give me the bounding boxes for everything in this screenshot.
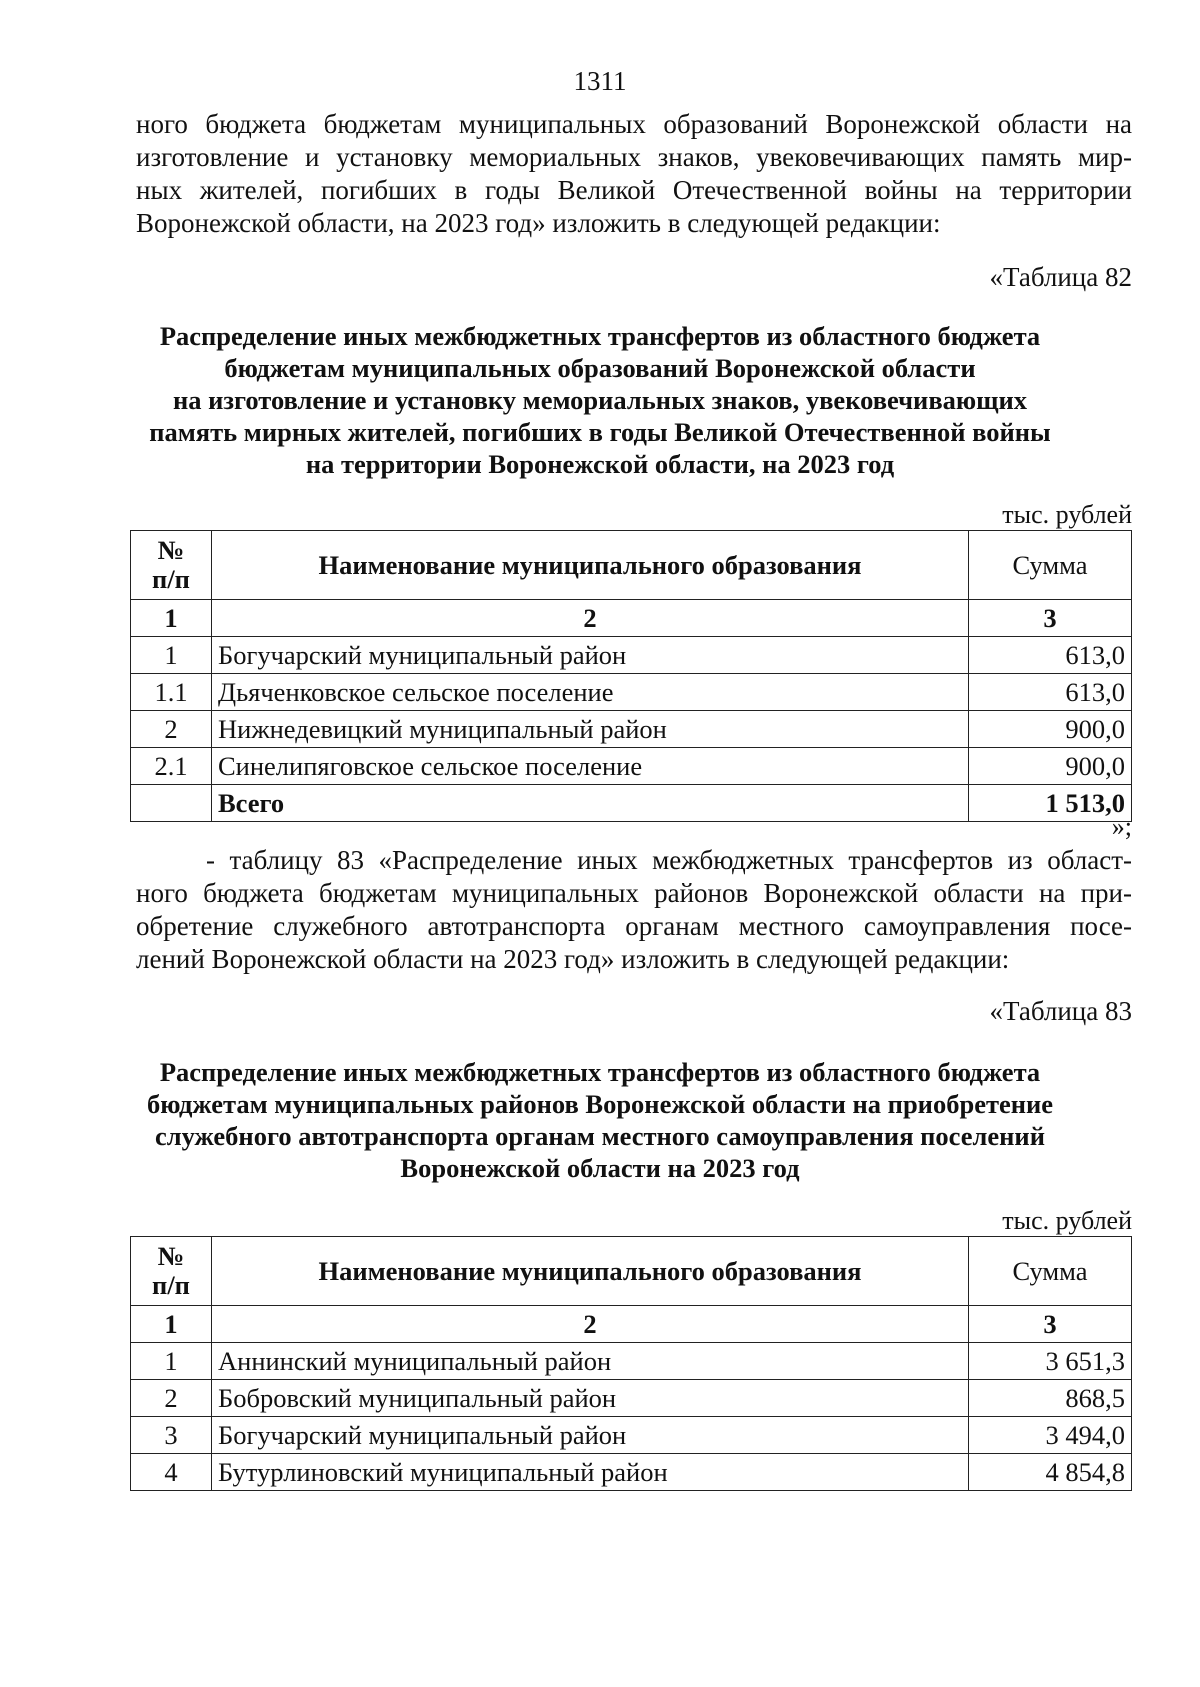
column-number-row (131, 600, 1132, 637)
table-row (131, 1380, 1132, 1417)
title-line: Распределение иных межбюджетных трансфертов из областного бюджета (159, 1057, 1041, 1087)
table82 (130, 530, 1132, 822)
row-num: 1 (131, 637, 212, 674)
header-sum: Сумма (969, 531, 1132, 600)
row-sum: 613,0 (969, 674, 1132, 711)
intro-line: Воронежской области, на 2023 год» изложить в следующей редакции: (136, 208, 941, 238)
row-sum: 868,5 (969, 1380, 1132, 1417)
row-name: Бутурлиновский муниципальный район (212, 1454, 969, 1491)
table-row (131, 1343, 1132, 1380)
middle-line: обретение служебного автотранспорта органам местного самоуправления посе- (136, 911, 1132, 941)
table82-label: «Таблица 82 (989, 262, 1132, 292)
total-sum: 1 513,0 (969, 785, 1132, 822)
row-name: Богучарский муниципальный район (212, 637, 969, 674)
header-number: № п/п (131, 531, 212, 600)
table-header-row (131, 1237, 1132, 1306)
table-header-row (131, 531, 1132, 600)
header-name: Наименование муниципального образования (212, 1237, 969, 1306)
row-sum: 613,0 (969, 637, 1132, 674)
row-sum: 3 494,0 (969, 1417, 1132, 1454)
total-label: Всего (212, 785, 969, 822)
table-row (131, 674, 1132, 711)
table83-units: тыс. рублей (1002, 1206, 1132, 1235)
row-sum: 4 854,8 (969, 1454, 1132, 1491)
table82-title (100, 320, 1100, 480)
title-line: бюджетам муниципальных районов Воронежской области на приобретение (146, 1089, 1054, 1119)
table-row (131, 1417, 1132, 1454)
row-num: 2 (131, 1380, 212, 1417)
intro-line: ных жителей, погибших в годы Великой Отечественной войны на территории (136, 175, 1132, 205)
col-number: 2 (212, 1306, 969, 1343)
intro-line: ного бюджета бюджетам муниципальных образований Воронежской области на (136, 109, 1132, 139)
table-row (131, 1454, 1132, 1491)
table-row (131, 637, 1132, 674)
row-num: 4 (131, 1454, 212, 1491)
intro-line: изготовление и установку мемориальных знаков, увековечивающих память мир- (136, 142, 1132, 172)
title-line: на территории Воронежской области, на 2023 год (305, 449, 895, 479)
row-sum: 900,0 (969, 711, 1132, 748)
table-row (131, 711, 1132, 748)
row-name: Аннинский муниципальный район (212, 1343, 969, 1380)
title-line: Распределение иных межбюджетных трансфертов из областного бюджета (159, 321, 1041, 351)
middle-line: - таблицу 83 «Распределение иных межбюджетных трансфертов из област- (206, 845, 1132, 875)
title-line: на изготовление и установку мемориальных знаков, увековечивающих (172, 385, 1028, 415)
table82-units: тыс. рублей (1002, 500, 1132, 529)
row-name: Дьяченковское сельское поселение (212, 674, 969, 711)
row-num: 3 (131, 1417, 212, 1454)
middle-line: ного бюджета бюджетам муниципальных районов Воронежской области на при- (136, 878, 1132, 908)
header-name: Наименование муниципального образования (212, 531, 969, 600)
row-sum: 3 651,3 (969, 1343, 1132, 1380)
middle-line: лений Воронежской области на 2023 год» изложить в следующей редакции: (136, 944, 1010, 974)
col-number: 3 (969, 1306, 1132, 1343)
header-sum: Сумма (969, 1237, 1132, 1306)
title-line: память мирных жителей, погибших в годы Великой Отечественной войны (149, 417, 1051, 447)
table-row (131, 748, 1132, 785)
row-name: Богучарский муниципальный район (212, 1417, 969, 1454)
intro-paragraph (136, 108, 1132, 240)
row-name: Синелипяговское сельское поселение (212, 748, 969, 785)
row-num: 2 (131, 711, 212, 748)
header-number: № п/п (131, 1237, 212, 1306)
page-number: 1311 (573, 66, 627, 96)
middle-paragraph (136, 844, 1132, 976)
col-number: 2 (212, 600, 969, 637)
total-num (131, 785, 212, 822)
table83 (130, 1236, 1132, 1491)
row-name: Нижнедевицкий муниципальный район (212, 711, 969, 748)
col-number: 1 (131, 1306, 212, 1343)
col-number: 3 (969, 600, 1132, 637)
col-number: 1 (131, 600, 212, 637)
column-number-row (131, 1306, 1132, 1343)
row-sum: 900,0 (969, 748, 1132, 785)
title-line: бюджетам муниципальных образований Воронежской области (224, 353, 976, 383)
row-num: 1 (131, 1343, 212, 1380)
row-name: Бобровский муниципальный район (212, 1380, 969, 1417)
title-line: служебного автотранспорта органам местного самоуправления поселений (155, 1121, 1045, 1151)
title-line: Воронежской области на 2023 год (400, 1153, 800, 1183)
row-num: 1.1 (131, 674, 212, 711)
row-num: 2.1 (131, 748, 212, 785)
table83-title (100, 1056, 1100, 1184)
table83-label: «Таблица 83 (989, 996, 1132, 1026)
total-row (131, 785, 1132, 822)
table82-closing: »; (1111, 812, 1132, 841)
